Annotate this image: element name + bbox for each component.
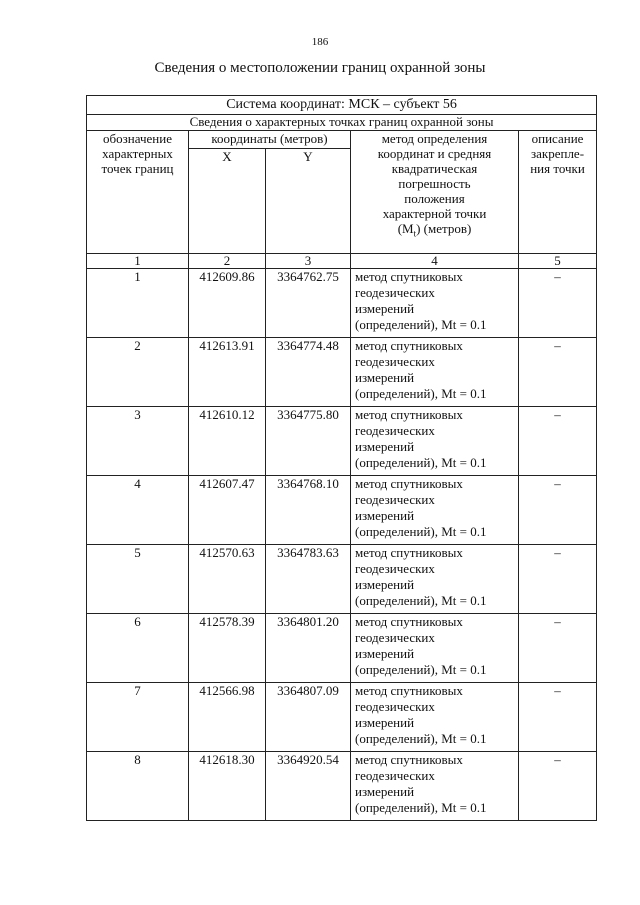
method-line: метод спутниковых [355, 545, 463, 560]
point-description-cell: – [519, 683, 597, 752]
y-coordinate-cell: 3364783.63 [266, 545, 351, 614]
x-coordinate-cell: 412609.86 [189, 269, 266, 338]
header-point-description: описание закрепле- ния точки [519, 131, 597, 254]
y-coordinate-cell: 3364762.75 [266, 269, 351, 338]
method-line: (определений), Mt = 0.1 [355, 662, 487, 677]
method-cell [351, 338, 519, 407]
table-row [87, 614, 597, 683]
point-id-cell: 4 [87, 476, 189, 545]
method-line: геодезических [355, 423, 435, 438]
header-method-subscript: t [413, 228, 417, 239]
method-cell [351, 269, 519, 338]
header-method-main: метод определения координат и средняя квадратическая погрешность положения характерной точки (M [377, 131, 492, 236]
x-coordinate-cell: 412613.91 [189, 338, 266, 407]
method-line: геодезических [355, 699, 435, 714]
method-line: измерений [355, 301, 415, 316]
header-y: Y [266, 149, 351, 254]
point-description-cell: – [519, 545, 597, 614]
method-line: геодезических [355, 768, 435, 783]
y-coordinate-cell: 3364920.54 [266, 752, 351, 821]
point-id-cell: 7 [87, 683, 189, 752]
column-number: 5 [519, 254, 597, 269]
coordinate-system-row [87, 96, 597, 115]
method-cell [351, 683, 519, 752]
method-line: (определений), Mt = 0.1 [355, 731, 487, 746]
points-info-row [87, 115, 597, 131]
column-number: 1 [87, 254, 189, 269]
point-description-cell: – [519, 476, 597, 545]
header-method-tail: ) (метров) [416, 221, 472, 236]
y-coordinate-cell: 3364807.09 [266, 683, 351, 752]
point-description-cell: – [519, 338, 597, 407]
column-number: 4 [351, 254, 519, 269]
method-cell [351, 614, 519, 683]
point-id-cell: 1 [87, 269, 189, 338]
header-x: X [189, 149, 266, 254]
header-coordinates-group: координаты (метров) [189, 131, 351, 149]
header-method [351, 131, 519, 254]
method-line: измерений [355, 646, 415, 661]
method-line: измерений [355, 439, 415, 454]
point-id-cell: 5 [87, 545, 189, 614]
method-line: метод спутниковых [355, 614, 463, 629]
document-title: Сведения о местоположении границ охранной зоны [154, 60, 486, 76]
point-id-cell: 3 [87, 407, 189, 476]
method-cell [351, 476, 519, 545]
x-coordinate-cell: 412566.98 [189, 683, 266, 752]
x-coordinate-cell: 412578.39 [189, 614, 266, 683]
table-row [87, 269, 597, 338]
method-line: измерений [355, 577, 415, 592]
method-line: измерений [355, 508, 415, 523]
page-number: 186 [311, 36, 329, 48]
method-line: (определений), Mt = 0.1 [355, 455, 487, 470]
points-info-cell: Сведения о характерных точках границ охранной зоны [87, 115, 597, 131]
method-line: геодезических [355, 630, 435, 645]
x-coordinate-cell: 412570.63 [189, 545, 266, 614]
x-coordinate-cell: 412607.47 [189, 476, 266, 545]
table-row [87, 545, 597, 614]
x-coordinate-cell: 412610.12 [189, 407, 266, 476]
method-line: метод спутниковых [355, 683, 463, 698]
column-numbers-row [87, 254, 597, 269]
method-line: измерений [355, 715, 415, 730]
point-id-cell: 8 [87, 752, 189, 821]
coordinate-system-cell: Система координат: МСК – субъект 56 [87, 96, 597, 115]
point-id-cell: 6 [87, 614, 189, 683]
column-number: 2 [189, 254, 266, 269]
method-cell [351, 407, 519, 476]
table-row [87, 407, 597, 476]
method-line: (определений), Mt = 0.1 [355, 386, 487, 401]
header-row [87, 131, 597, 149]
table-row [87, 338, 597, 407]
table-row [87, 476, 597, 545]
table-row [87, 752, 597, 821]
point-description-cell: – [519, 614, 597, 683]
method-line: (определений), Mt = 0.1 [355, 317, 487, 332]
method-line: геодезических [355, 492, 435, 507]
method-cell [351, 545, 519, 614]
x-coordinate-cell: 412618.30 [189, 752, 266, 821]
method-line: геодезических [355, 285, 435, 300]
y-coordinate-cell: 3364775.80 [266, 407, 351, 476]
y-coordinate-cell: 3364768.10 [266, 476, 351, 545]
method-line: (определений), Mt = 0.1 [355, 524, 487, 539]
point-description-cell: – [519, 269, 597, 338]
method-line: метод спутниковых [355, 752, 463, 767]
point-description-cell: – [519, 752, 597, 821]
method-line: измерений [355, 784, 415, 799]
method-cell [351, 752, 519, 821]
method-line: метод спутниковых [355, 407, 463, 422]
column-number: 3 [266, 254, 351, 269]
method-line: геодезических [355, 561, 435, 576]
method-line: метод спутниковых [355, 338, 463, 353]
method-line: метод спутниковых [355, 269, 463, 284]
point-id-cell: 2 [87, 338, 189, 407]
method-line: (определений), Mt = 0.1 [355, 593, 487, 608]
method-line: (определений), Mt = 0.1 [355, 800, 487, 815]
header-point-designation: обозначение характерных точек границ [87, 131, 189, 254]
table-row [87, 683, 597, 752]
method-line: геодезических [355, 354, 435, 369]
boundary-points-table [86, 95, 597, 821]
y-coordinate-cell: 3364801.20 [266, 614, 351, 683]
method-line: метод спутниковых [355, 476, 463, 491]
y-coordinate-cell: 3364774.48 [266, 338, 351, 407]
method-line: измерений [355, 370, 415, 385]
point-description-cell: – [519, 407, 597, 476]
